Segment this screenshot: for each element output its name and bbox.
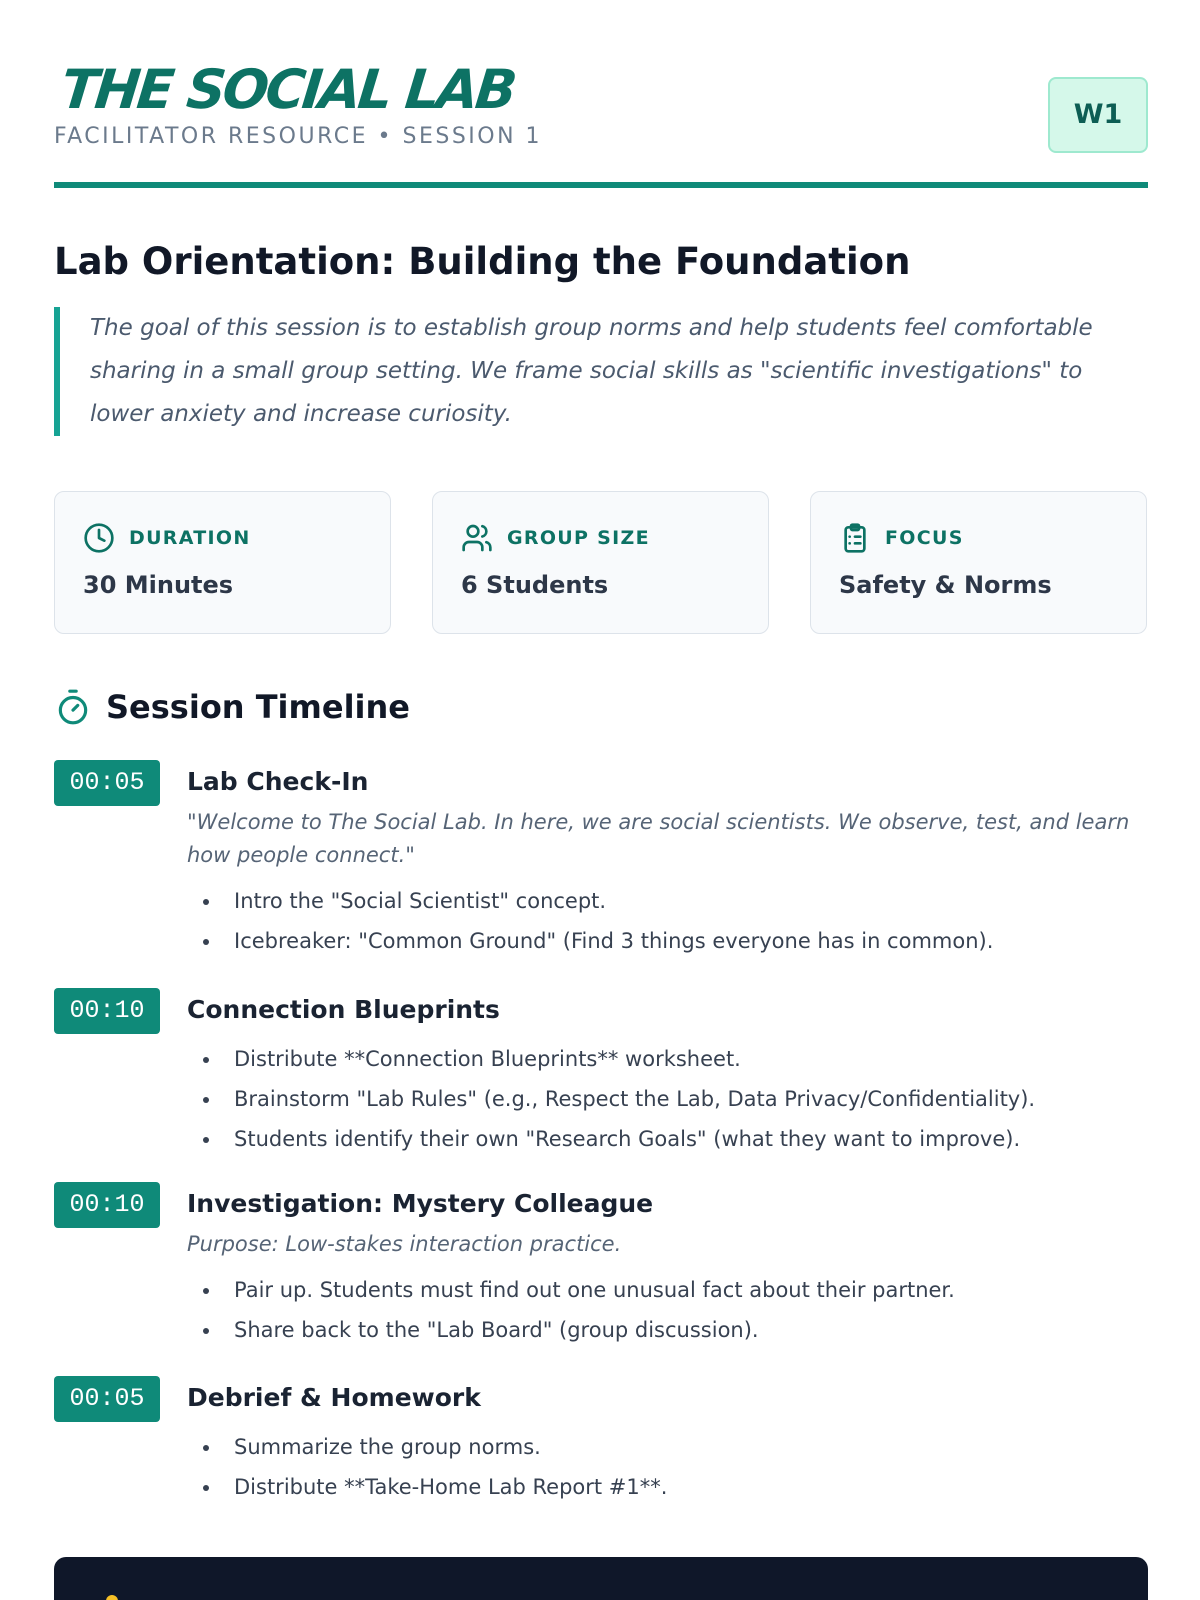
timeline-body <box>187 760 1147 961</box>
timeline-item-title: Debrief & Homework <box>187 1383 481 1412</box>
stopwatch-icon <box>54 688 92 726</box>
card-label-row <box>461 522 650 554</box>
card-label: DURATION <box>129 527 251 549</box>
card-group-size <box>432 491 769 634</box>
timeline-item-title: Lab Check-In <box>187 767 369 796</box>
header <box>54 0 1148 188</box>
bullet-item: Icebreaker: "Common Ground" (Find 3 things everyone has in common). <box>187 921 1147 961</box>
week-badge: W1 <box>1048 77 1148 153</box>
page-title: Lab Orientation: Building the Foundation <box>54 240 911 283</box>
bullet-item: Students identify their own "Research Goals" (what they want to improve). <box>187 1119 1147 1159</box>
timeline-body <box>187 1376 1147 1507</box>
bullet-item: Brainstorm "Lab Rules" (e.g., Respect the Lab, Data Privacy/Confidentiality). <box>187 1079 1147 1119</box>
card-duration <box>54 491 391 634</box>
users-icon <box>461 522 493 554</box>
bullet-item: Distribute **Connection Blueprints** worksheet. <box>187 1039 1147 1079</box>
bullet-item: Pair up. Students must find out one unusual fact about their partner. <box>187 1270 1147 1310</box>
time-badge: 00:10 <box>54 988 160 1034</box>
time-badge: 00:05 <box>54 760 160 806</box>
timeline-body <box>187 1182 1147 1350</box>
info-cards <box>54 491 1148 634</box>
footer-callout <box>54 1557 1148 1600</box>
timeline-bullets <box>187 881 1147 961</box>
bullet-item: Intro the "Social Scientist" concept. <box>187 881 1147 921</box>
page <box>54 0 1148 1499</box>
card-value: 30 Minutes <box>83 571 234 599</box>
card-value: Safety & Norms <box>839 571 1052 599</box>
card-label: GROUP SIZE <box>507 527 650 549</box>
time-badge: 00:10 <box>54 1182 160 1228</box>
bullet-item: Share back to the "Lab Board" (group discussion). <box>187 1310 1147 1350</box>
bullet-item: Summarize the group norms. <box>187 1427 1147 1467</box>
timeline-bullets <box>187 1270 1147 1350</box>
section-title-text: Session Timeline <box>106 688 410 726</box>
timeline-bullets <box>187 1039 1147 1159</box>
card-value: 6 Students <box>461 571 609 599</box>
card-label-row <box>83 522 251 554</box>
clock-icon <box>83 522 115 554</box>
time-badge: 00:05 <box>54 1376 160 1422</box>
brand-logo: THE SOCIAL LAB <box>58 58 518 121</box>
timeline-bullets <box>187 1427 1147 1507</box>
timeline-body <box>187 988 1147 1159</box>
header-subtitle: FACILITATOR RESOURCE • SESSION 1 <box>54 124 543 149</box>
clipboard-icon <box>839 522 871 554</box>
timeline-item-title: Connection Blueprints <box>187 995 500 1024</box>
bullet-item: Distribute **Take-Home Lab Report #1**. <box>187 1467 1147 1507</box>
session-intro: The goal of this session is to establish group norms and help students feel comfortable sharing in a small group setting. We frame social skills as "scientific investigations" to lower anxiety and increase curiosity. <box>54 307 1148 436</box>
callout-dot-icon <box>106 1595 118 1600</box>
card-label-row <box>839 522 964 554</box>
timeline-item-purpose: Purpose: Low-stakes interaction practice. <box>187 1232 622 1256</box>
card-focus <box>810 491 1147 634</box>
timeline-item-quote: "Welcome to The Social Lab. In here, we are social scientists. We observe, test, and learn how people connect." <box>187 810 1130 867</box>
timeline-item-title: Investigation: Mystery Colleague <box>187 1189 654 1218</box>
section-title <box>54 688 410 726</box>
card-label: FOCUS <box>885 527 964 549</box>
